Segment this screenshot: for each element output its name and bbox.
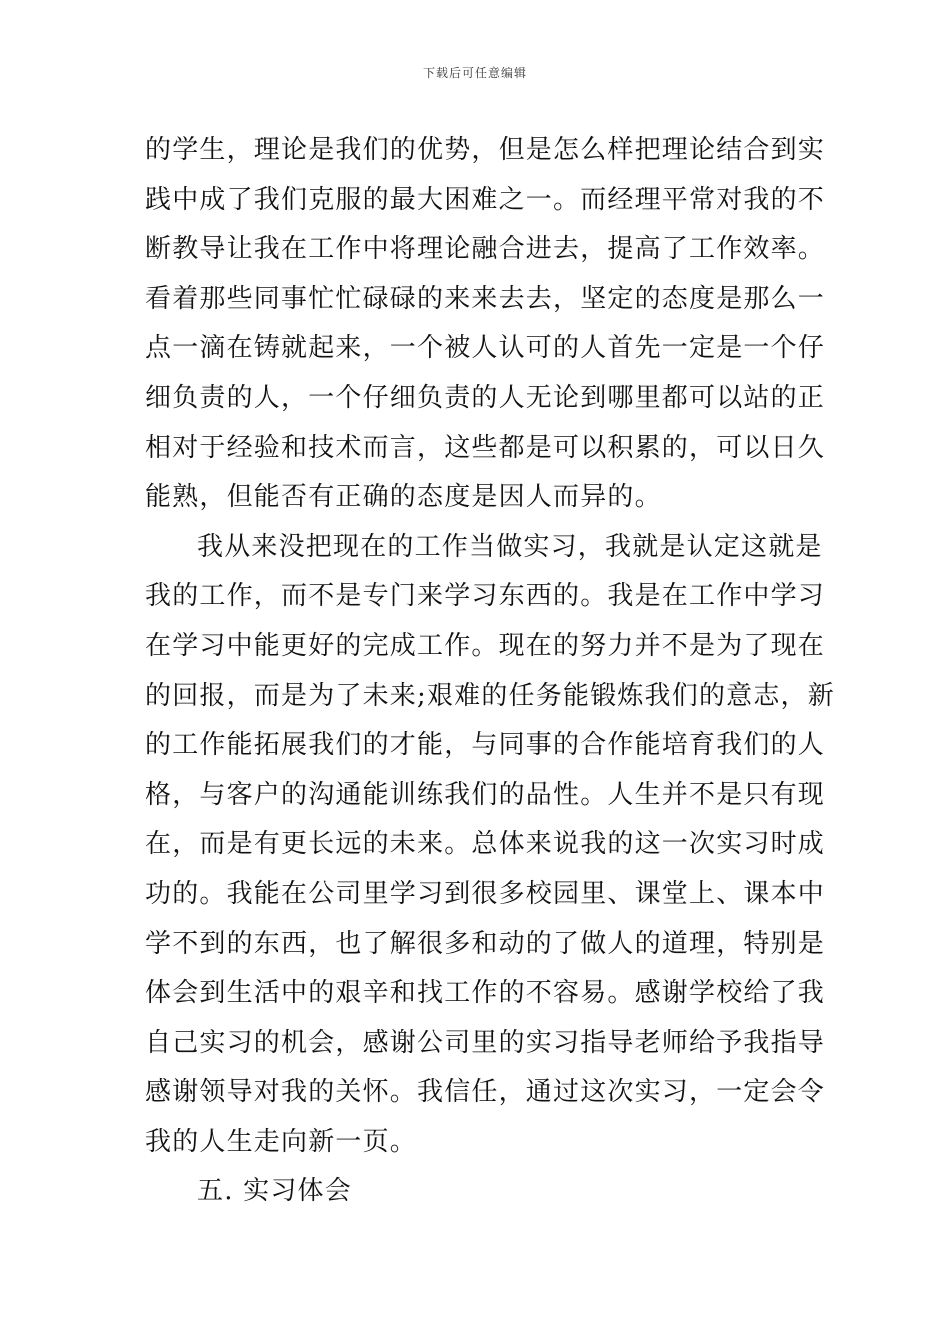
body-line: 践中成了我们克服的最大困难之一。而经理平常对我的不 xyxy=(145,184,826,215)
body-line: 格，与客户的沟通能训练我们的品性。人生并不是只有现 xyxy=(145,779,826,810)
body-line: 的工作能拓展我们的才能，与同事的合作能培育我们的人 xyxy=(145,730,826,761)
body-line: 感谢领导对我的关怀。我信任，通过这次实习，一定会令 xyxy=(145,1077,826,1108)
body-line: 断教导让我在工作中将理论融合进去，提高了工作效率。 xyxy=(145,234,826,265)
section-heading: 五. 实习体会 xyxy=(197,1176,352,1207)
body-line: 功的。我能在公司里学习到很多校园里、课堂上、课本中 xyxy=(145,878,826,909)
body-line: 点一滴在铸就起来，一个被人认可的人首先一定是一个仔 xyxy=(145,333,826,364)
body-line: 的学生，理论是我们的优势，但是怎么样把理论结合到实 xyxy=(145,135,826,165)
body-line: 在，而是有更长远的未来。总体来说我的这一次实习时成 xyxy=(145,829,826,860)
document-body xyxy=(145,126,835,1217)
body-line: 能熟，但能否有正确的态度是因人而异的。 xyxy=(145,482,662,513)
body-line: 体会到生活中的艰辛和找工作的不容易。感谢学校给了我 xyxy=(145,978,826,1009)
body-line: 自己实习的机会，感谢公司里的实习指导老师给予我指导 xyxy=(145,1027,826,1058)
body-line: 相对于经验和技术而言，这些都是可以积累的，可以日久 xyxy=(145,432,826,463)
paragraph-start-line: 我从来没把现在的工作当做实习，我就是认定这就是 xyxy=(197,531,823,562)
body-line: 看着那些同事忙忙碌碌的来来去去，坚定的态度是那么一 xyxy=(145,283,826,314)
body-line: 的回报，而是为了未来;艰难的任务能锻炼我们的意志，新 xyxy=(145,680,835,711)
body-line: 我的工作，而不是专门来学习东西的。我是在工作中学习 xyxy=(145,581,826,612)
body-line: 学不到的东西，也了解很多和动的了做人的道理，特别是 xyxy=(145,928,826,959)
body-line: 在学习中能更好的完成工作。现在的努力并不是为了现在 xyxy=(145,630,826,661)
body-line: 我的人生走向新一页。 xyxy=(145,1126,418,1157)
page-header: 下载后可任意编辑 xyxy=(422,66,527,80)
body-line: 细负责的人，一个仔细负责的人无论到哪里都可以站的正 xyxy=(145,382,826,413)
